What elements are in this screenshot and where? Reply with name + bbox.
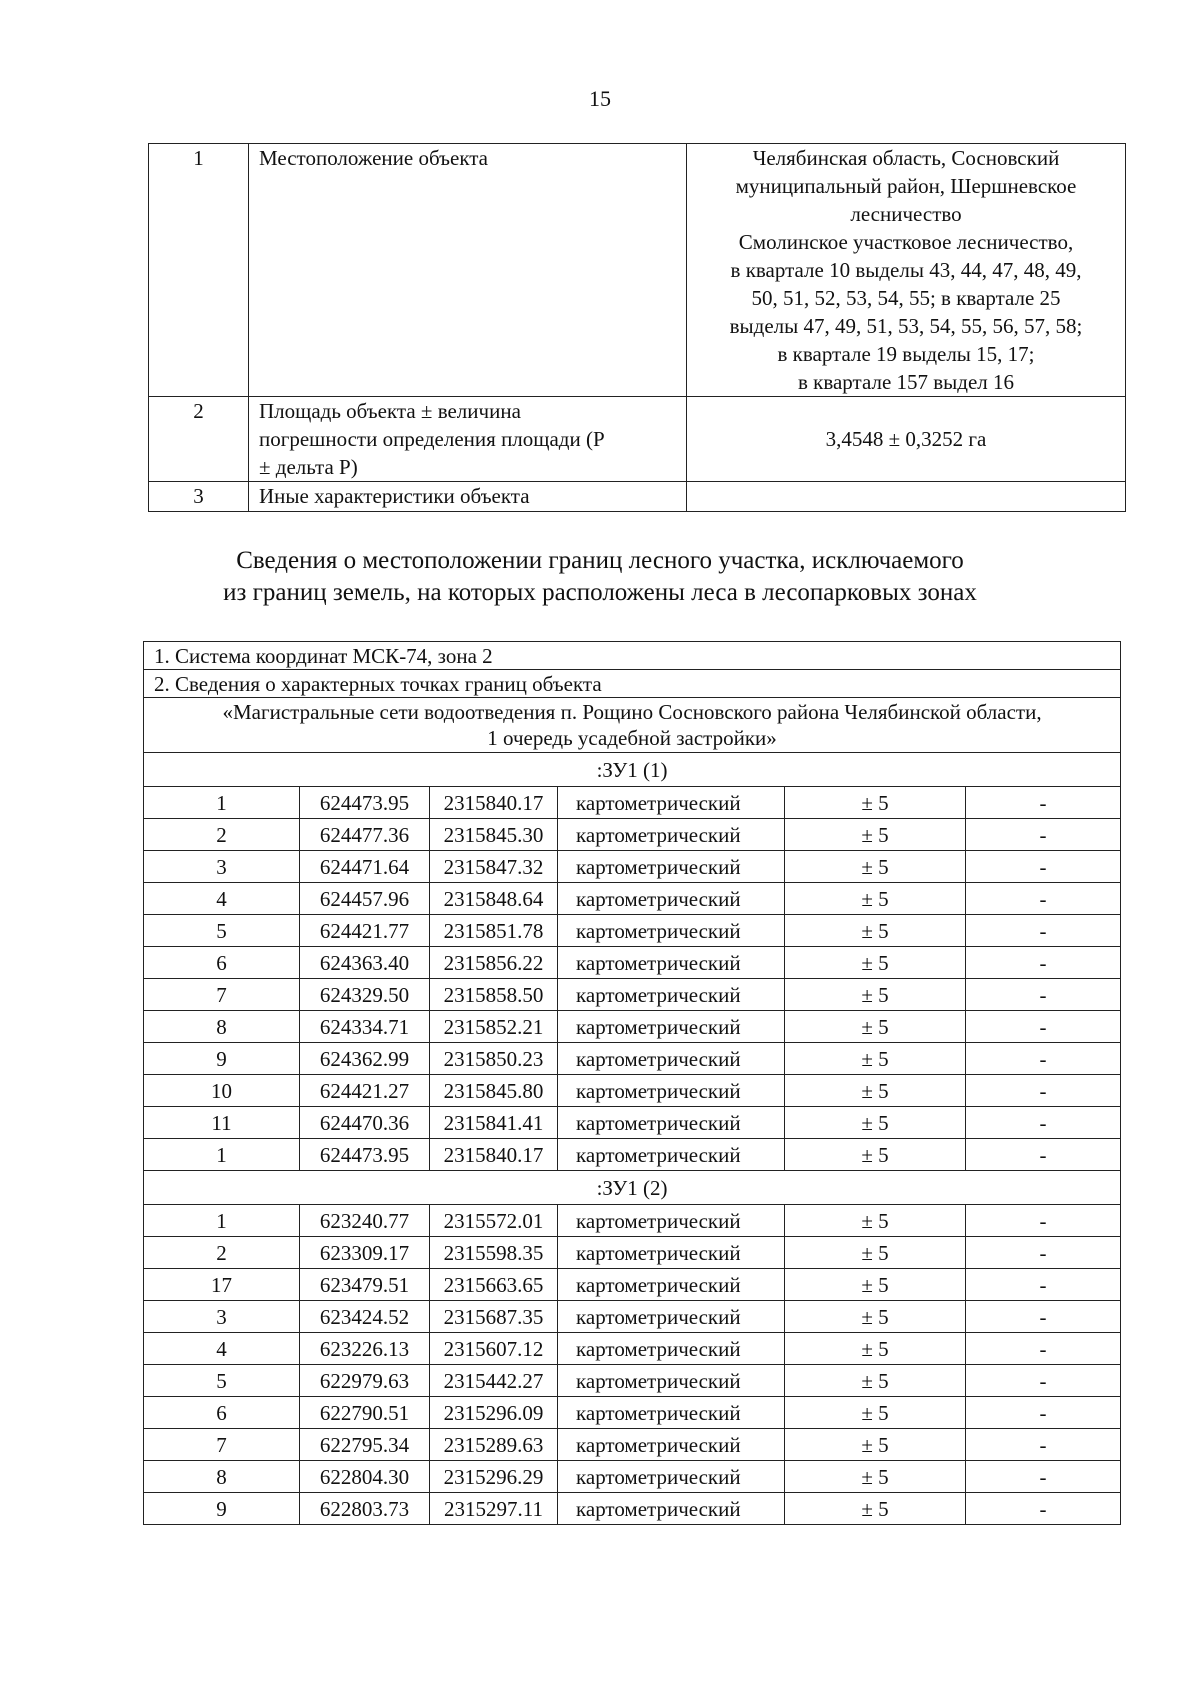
table-row	[144, 1139, 1121, 1171]
y-coordinate: 2315856.22	[430, 947, 558, 979]
x-coordinate: 622804.30	[300, 1461, 430, 1493]
x-coordinate: 622803.73	[300, 1493, 430, 1525]
table-row	[144, 851, 1121, 883]
section-title-line: из границ земель, на которых расположены леса в лесопарковых зонах	[223, 579, 977, 606]
x-coordinate: 622979.63	[300, 1365, 430, 1397]
y-coordinate: 2315607.12	[430, 1333, 558, 1365]
accuracy: ± 5	[785, 947, 966, 979]
table-row	[144, 1493, 1121, 1525]
note: -	[966, 1269, 1121, 1301]
points-header: 2. Сведения о характерных точках границ объекта	[144, 670, 1121, 698]
note: -	[966, 787, 1121, 819]
table-row	[144, 915, 1121, 947]
point-number: 1	[144, 1139, 300, 1171]
x-coordinate: 623309.17	[300, 1237, 430, 1269]
coordinate-system: 1. Система координат МСК-74, зона 2	[144, 642, 1121, 670]
note: -	[966, 1301, 1121, 1333]
table-row	[144, 1333, 1121, 1365]
note: -	[966, 1107, 1121, 1139]
value-line: в квартале 10 выделы 43, 44, 47, 48, 49,	[730, 258, 1082, 282]
y-coordinate: 2315858.50	[430, 979, 558, 1011]
note: -	[966, 915, 1121, 947]
page-number: 15	[589, 86, 611, 111]
row-number: 1	[149, 144, 249, 397]
x-coordinate: 624362.99	[300, 1043, 430, 1075]
x-coordinate: 623240.77	[300, 1205, 430, 1237]
table-row	[144, 1075, 1121, 1107]
point-number: 6	[144, 947, 300, 979]
table-row	[144, 1365, 1121, 1397]
x-coordinate: 623424.52	[300, 1301, 430, 1333]
accuracy: ± 5	[785, 883, 966, 915]
table-row	[144, 1205, 1121, 1237]
x-coordinate: 624363.40	[300, 947, 430, 979]
table-row	[144, 979, 1121, 1011]
value-line: 50, 51, 52, 53, 54, 55; в квартале 25	[751, 286, 1061, 310]
value-line: Челябинская область, Сосновский	[752, 146, 1060, 170]
note: -	[966, 947, 1121, 979]
y-coordinate: 2315841.41	[430, 1107, 558, 1139]
section-title	[0, 545, 1200, 609]
accuracy: ± 5	[785, 1333, 966, 1365]
row-number: 3	[149, 482, 249, 512]
y-coordinate: 2315296.29	[430, 1461, 558, 1493]
determination-method: картометрический	[558, 1043, 785, 1075]
boundary-points-table	[143, 641, 1121, 1525]
note: -	[966, 883, 1121, 915]
accuracy: ± 5	[785, 1107, 966, 1139]
note: -	[966, 1043, 1121, 1075]
table-row	[144, 787, 1121, 819]
point-number: 17	[144, 1269, 300, 1301]
name-line: погрешности определения площади (Р	[259, 427, 605, 451]
table-row	[144, 947, 1121, 979]
object-name-row	[144, 698, 1121, 753]
property-name: Иные характеристики объекта	[249, 482, 687, 512]
x-coordinate: 624470.36	[300, 1107, 430, 1139]
point-number: 7	[144, 979, 300, 1011]
point-number: 3	[144, 851, 300, 883]
note: -	[966, 1493, 1121, 1525]
note: -	[966, 1011, 1121, 1043]
determination-method: картометрический	[558, 1075, 785, 1107]
accuracy: ± 5	[785, 1301, 966, 1333]
coordinate-system-row	[144, 642, 1121, 670]
note: -	[966, 1139, 1121, 1171]
table-row	[144, 1269, 1121, 1301]
table-row	[144, 819, 1121, 851]
zone-label: :ЗУ1 (2)	[144, 1171, 1121, 1205]
note: -	[966, 1397, 1121, 1429]
accuracy: ± 5	[785, 915, 966, 947]
row-number: 2	[149, 397, 249, 482]
point-number: 4	[144, 1333, 300, 1365]
value-line: лесничество	[850, 202, 962, 226]
table-row	[149, 144, 1126, 397]
note: -	[966, 819, 1121, 851]
accuracy: ± 5	[785, 1139, 966, 1171]
x-coordinate: 622795.34	[300, 1429, 430, 1461]
accuracy: ± 5	[785, 1043, 966, 1075]
point-number: 2	[144, 819, 300, 851]
y-coordinate: 2315845.30	[430, 819, 558, 851]
y-coordinate: 2315847.32	[430, 851, 558, 883]
table-row	[149, 482, 1126, 512]
point-number: 3	[144, 1301, 300, 1333]
accuracy: ± 5	[785, 1493, 966, 1525]
note: -	[966, 979, 1121, 1011]
value-line: в квартале 19 выделы 15, 17;	[777, 342, 1035, 366]
table-row	[144, 1011, 1121, 1043]
point-number: 1	[144, 1205, 300, 1237]
x-coordinate: 624473.95	[300, 787, 430, 819]
x-coordinate: 624471.64	[300, 851, 430, 883]
determination-method: картометрический	[558, 787, 785, 819]
name-line: ± дельта Р)	[259, 455, 358, 479]
zone-row	[144, 1171, 1121, 1205]
y-coordinate: 2315687.35	[430, 1301, 558, 1333]
x-coordinate: 624334.71	[300, 1011, 430, 1043]
accuracy: ± 5	[785, 1429, 966, 1461]
determination-method: картометрический	[558, 947, 785, 979]
accuracy: ± 5	[785, 1075, 966, 1107]
determination-method: картометрический	[558, 819, 785, 851]
determination-method: картометрический	[558, 1237, 785, 1269]
determination-method: картометрический	[558, 1493, 785, 1525]
determination-method: картометрический	[558, 1107, 785, 1139]
object-name-line: 1 очередь усадебной застройки»	[487, 726, 777, 750]
value-line: выделы 47, 49, 51, 53, 54, 55, 56, 57, 58;	[729, 314, 1083, 338]
value-line: муниципальный район, Шершневское	[735, 174, 1077, 198]
determination-method: картометрический	[558, 883, 785, 915]
table-row	[144, 1429, 1121, 1461]
y-coordinate: 2315289.63	[430, 1429, 558, 1461]
determination-method: картометрический	[558, 1011, 785, 1043]
accuracy: ± 5	[785, 1269, 966, 1301]
note: -	[966, 1075, 1121, 1107]
note: -	[966, 1365, 1121, 1397]
section-title-line: Сведения о местоположении границ лесного участка, исключаемого	[236, 547, 964, 574]
point-number: 7	[144, 1429, 300, 1461]
zone-row	[144, 753, 1121, 787]
point-number: 9	[144, 1493, 300, 1525]
accuracy: ± 5	[785, 1205, 966, 1237]
y-coordinate: 2315663.65	[430, 1269, 558, 1301]
x-coordinate: 624421.77	[300, 915, 430, 947]
determination-method: картометрический	[558, 1205, 785, 1237]
determination-method: картометрический	[558, 851, 785, 883]
note: -	[966, 1205, 1121, 1237]
point-number: 10	[144, 1075, 300, 1107]
object-properties-table	[148, 143, 1126, 512]
point-number: 9	[144, 1043, 300, 1075]
note: -	[966, 1333, 1121, 1365]
object-name-line: «Магистральные сети водоотведения п. Рощино Сосновского района Челябинской области,	[222, 700, 1042, 724]
x-coordinate: 624421.27	[300, 1075, 430, 1107]
point-number: 4	[144, 883, 300, 915]
name-line: Площадь объекта ± величина	[259, 399, 521, 423]
note: -	[966, 1461, 1121, 1493]
determination-method: картометрический	[558, 1365, 785, 1397]
point-number: 11	[144, 1107, 300, 1139]
point-number: 5	[144, 915, 300, 947]
accuracy: ± 5	[785, 1237, 966, 1269]
accuracy: ± 5	[785, 1365, 966, 1397]
zone-label: :ЗУ1 (1)	[144, 753, 1121, 787]
x-coordinate: 624457.96	[300, 883, 430, 915]
accuracy: ± 5	[785, 851, 966, 883]
y-coordinate: 2315442.27	[430, 1365, 558, 1397]
y-coordinate: 2315850.23	[430, 1043, 558, 1075]
y-coordinate: 2315840.17	[430, 1139, 558, 1171]
determination-method: картометрический	[558, 979, 785, 1011]
y-coordinate: 2315296.09	[430, 1397, 558, 1429]
y-coordinate: 2315598.35	[430, 1237, 558, 1269]
determination-method: картометрический	[558, 1397, 785, 1429]
determination-method: картометрический	[558, 1301, 785, 1333]
accuracy: ± 5	[785, 819, 966, 851]
determination-method: картометрический	[558, 1429, 785, 1461]
object-name	[144, 698, 1121, 753]
y-coordinate: 2315852.21	[430, 1011, 558, 1043]
table-row	[144, 1301, 1121, 1333]
point-number: 1	[144, 787, 300, 819]
property-name	[249, 397, 687, 482]
value-line: Смолинское участковое лесничество,	[738, 230, 1074, 254]
determination-method: картометрический	[558, 1269, 785, 1301]
note: -	[966, 851, 1121, 883]
y-coordinate: 2315848.64	[430, 883, 558, 915]
x-coordinate: 622790.51	[300, 1397, 430, 1429]
accuracy: ± 5	[785, 979, 966, 1011]
accuracy: ± 5	[785, 1461, 966, 1493]
y-coordinate: 2315297.11	[430, 1493, 558, 1525]
value-line: в квартале 157 выдел 16	[797, 370, 1015, 394]
property-value	[687, 482, 1126, 512]
table-row	[144, 1237, 1121, 1269]
table-row	[149, 397, 1126, 482]
point-number: 5	[144, 1365, 300, 1397]
x-coordinate: 623226.13	[300, 1333, 430, 1365]
point-number: 8	[144, 1461, 300, 1493]
table-row	[144, 1043, 1121, 1075]
table-row	[144, 1107, 1121, 1139]
accuracy: ± 5	[785, 1397, 966, 1429]
point-number: 2	[144, 1237, 300, 1269]
determination-method: картометрический	[558, 1333, 785, 1365]
table-row	[144, 883, 1121, 915]
x-coordinate: 624473.95	[300, 1139, 430, 1171]
property-value	[687, 144, 1126, 397]
point-number: 6	[144, 1397, 300, 1429]
table-row	[144, 1397, 1121, 1429]
property-value: 3,4548 ± 0,3252 га	[687, 397, 1126, 482]
determination-method: картометрический	[558, 1461, 785, 1493]
table-row	[144, 1461, 1121, 1493]
y-coordinate: 2315845.80	[430, 1075, 558, 1107]
note: -	[966, 1237, 1121, 1269]
accuracy: ± 5	[785, 1011, 966, 1043]
x-coordinate: 624329.50	[300, 979, 430, 1011]
y-coordinate: 2315840.17	[430, 787, 558, 819]
property-name: Местоположение объекта	[249, 144, 687, 397]
points-header-row	[144, 670, 1121, 698]
determination-method: картометрический	[558, 915, 785, 947]
x-coordinate: 623479.51	[300, 1269, 430, 1301]
note: -	[966, 1429, 1121, 1461]
point-number: 8	[144, 1011, 300, 1043]
y-coordinate: 2315572.01	[430, 1205, 558, 1237]
determination-method: картометрический	[558, 1139, 785, 1171]
y-coordinate: 2315851.78	[430, 915, 558, 947]
x-coordinate: 624477.36	[300, 819, 430, 851]
accuracy: ± 5	[785, 787, 966, 819]
